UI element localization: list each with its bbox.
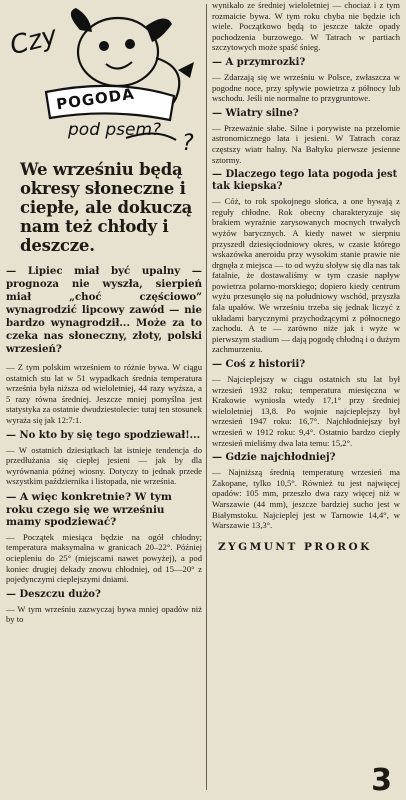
right-column <box>212 0 400 553</box>
svg-text:?: ? <box>182 131 194 156</box>
author-signature: ZYGMUNT PROROK <box>218 540 372 553</box>
paragraph-tendency: — W ostatnich dziesiątkach lat istnieje tendencja do przedłużania się ciepłej jesieni — jak by dla wyrównania późnej wiosny. Dotyczy to jednak przede wszystkim października i listopada, nie września. <box>6 444 202 487</box>
page-number: 3 <box>371 763 392 798</box>
intro-question: — Lipiec miał być upalny — prognoza nie wyszła, sierpień miał „choć częściowo” wynagrodzić lipcowy zawód — nie bardzo wynagrodził... Może za to czeka nas słoneczny, złoty, polski wrzesień? <box>6 265 202 355</box>
column-divider <box>206 4 207 790</box>
paragraph-wind: — Przeważnie słabe. Silne i porywiste na przełomie astronomicznego lata i jesieni. W Tatrach coraz częstszy wiatr halny. Na Bałtyku pierwsze jesienne sztormy. <box>212 122 400 165</box>
paragraph-statistics: — Z tym polskim wrześniem to różnie bywa. W ciągu ostatnich stu lat w 51 wypadkach średnia temperatura września była niższa od wieloletniej, 44 razy wyższa, a 5 razy równa średniej. Jeszcze mniej pomyślna jest statystyka za ostatnie dwudziestolecie: tutaj ten stosunek wyraża się jak 12:7:1. <box>6 362 202 425</box>
paragraph-rain-continued: wynikało ze średniej wieloletniej — chociaż i z tym rozmaicie bywa. W tym roku chyba nie będzie ich wiele. Początkowo będą to jeszcze także opady pochodzenia burzowego. W Tatrach w partiach szczytowych może spaść śnieg. <box>212 0 400 53</box>
paragraph-coldest: — Najniższą średnią temperaturę wrzesień ma Zakopane, tylko 10,5°. Również tu jest najwięcej opadów: 105 mm, przeszło dwa razy więcej niż w Warszawie (44 mm), jeszcze bardziej sucho jest w Białymstoku. Najcieplej jest w Tarnowie 14,4°, w Warszawie 13,3°. <box>212 467 400 531</box>
paragraph-forecast: — Początek miesiąca będzie na ogół chłodny; temperatura maksymalna w granicach 20–22°. Później ociepleniu do 25° (miejscami nawet powyżej), a pod koniec drugiej dekady znowu chłodniej, od 15—20° z pojedynczymi cieplejszymi dniami. <box>6 531 202 585</box>
question-spodziewal: — No kto by się tego spodziewał!... <box>6 429 201 441</box>
logo-word-pogoda: POGODA <box>55 84 136 114</box>
question-wind: — Wiatry silne? <box>212 107 299 119</box>
headline: We wrześniu będą okresy słoneczne i ciepłe, ale dokuczą nam też chłody i deszcze. <box>20 160 193 255</box>
question-why-bad-summer: — Dlaczego tego lata pogoda jest tak kiepska? <box>212 169 398 193</box>
question-frost: — A przymrozki? <box>212 56 306 68</box>
logo-illustration <box>6 8 196 156</box>
paragraph-frost: — Zdarzają się we wrześniu w Polsce, zwłaszcza w pogodne noce, przy spływie powietrza z północy lub wschodu. Jeśli nie normalne to przygruntowe. <box>212 71 400 104</box>
paragraph-history: — Najcieplejszy w ciągu ostatnich stu lat był wrzesień 1932 roku; temperatura miesięczna w Krakowie wyniosła wtedy 17,1° przy średniej wieloletniej 13,8. Po wojnie najcieplejszy był wrzesień 1947 roku: 16,7°. Najchłodniejszy był wrzesień w 1912 roku: 9,4°. Ostatnio bardzo ciepły wrzesień mieliśmy dwa lata temu: 15,2°. <box>212 374 400 448</box>
question-rain: — Deszczu dużo? <box>6 588 101 600</box>
paragraph-why-bad-summer: — Cóż, to rok spokojnego słońca, a one bywają z reguły chłodne. Rok obecny charakteryzuje się brakiem wyraźnie zarysowanych mocnych trwałych wyżów barycznych. A kiedy nawet w sierpniu przyszedł dziesięciodniowy okres, w czasie którego wskazówka aneroidu przy wysokim stanie prawie nie drgnęła z miejsca — to od wyżu słoływ się dla nas tak fatalnie, że dostawaliśmy w tym czasie napływ powietrza polarno-morskiego; dopiero kiedy centrum wyżu przesunęło się na południowy wschód, przyszła fala upałów. We wrześniu trzeba się jednak liczyć z układami barycznymi przychodzącymi z północnego zachodu. A te — zarówno niże jak i wyże w pierwszym stadium — dają pogodę chłodną i o dużym zachmurzeniu. <box>212 196 400 355</box>
logo-word-pod-psem: pod psem? <box>68 120 162 140</box>
question-history: — Coś z historii? <box>212 359 306 371</box>
question-coldest: — Gdzie najchłodniej? <box>212 452 336 464</box>
logo-word-czy: Czy <box>7 20 61 62</box>
paragraph-rain: — W tym wrześniu zazwyczaj bywa mniej opadów niż by to <box>6 603 202 625</box>
left-column <box>6 8 202 629</box>
question-this-year: — A więc konkretnie? W tym roku czego się we wrześniu mamy spodziewać? <box>6 490 172 529</box>
